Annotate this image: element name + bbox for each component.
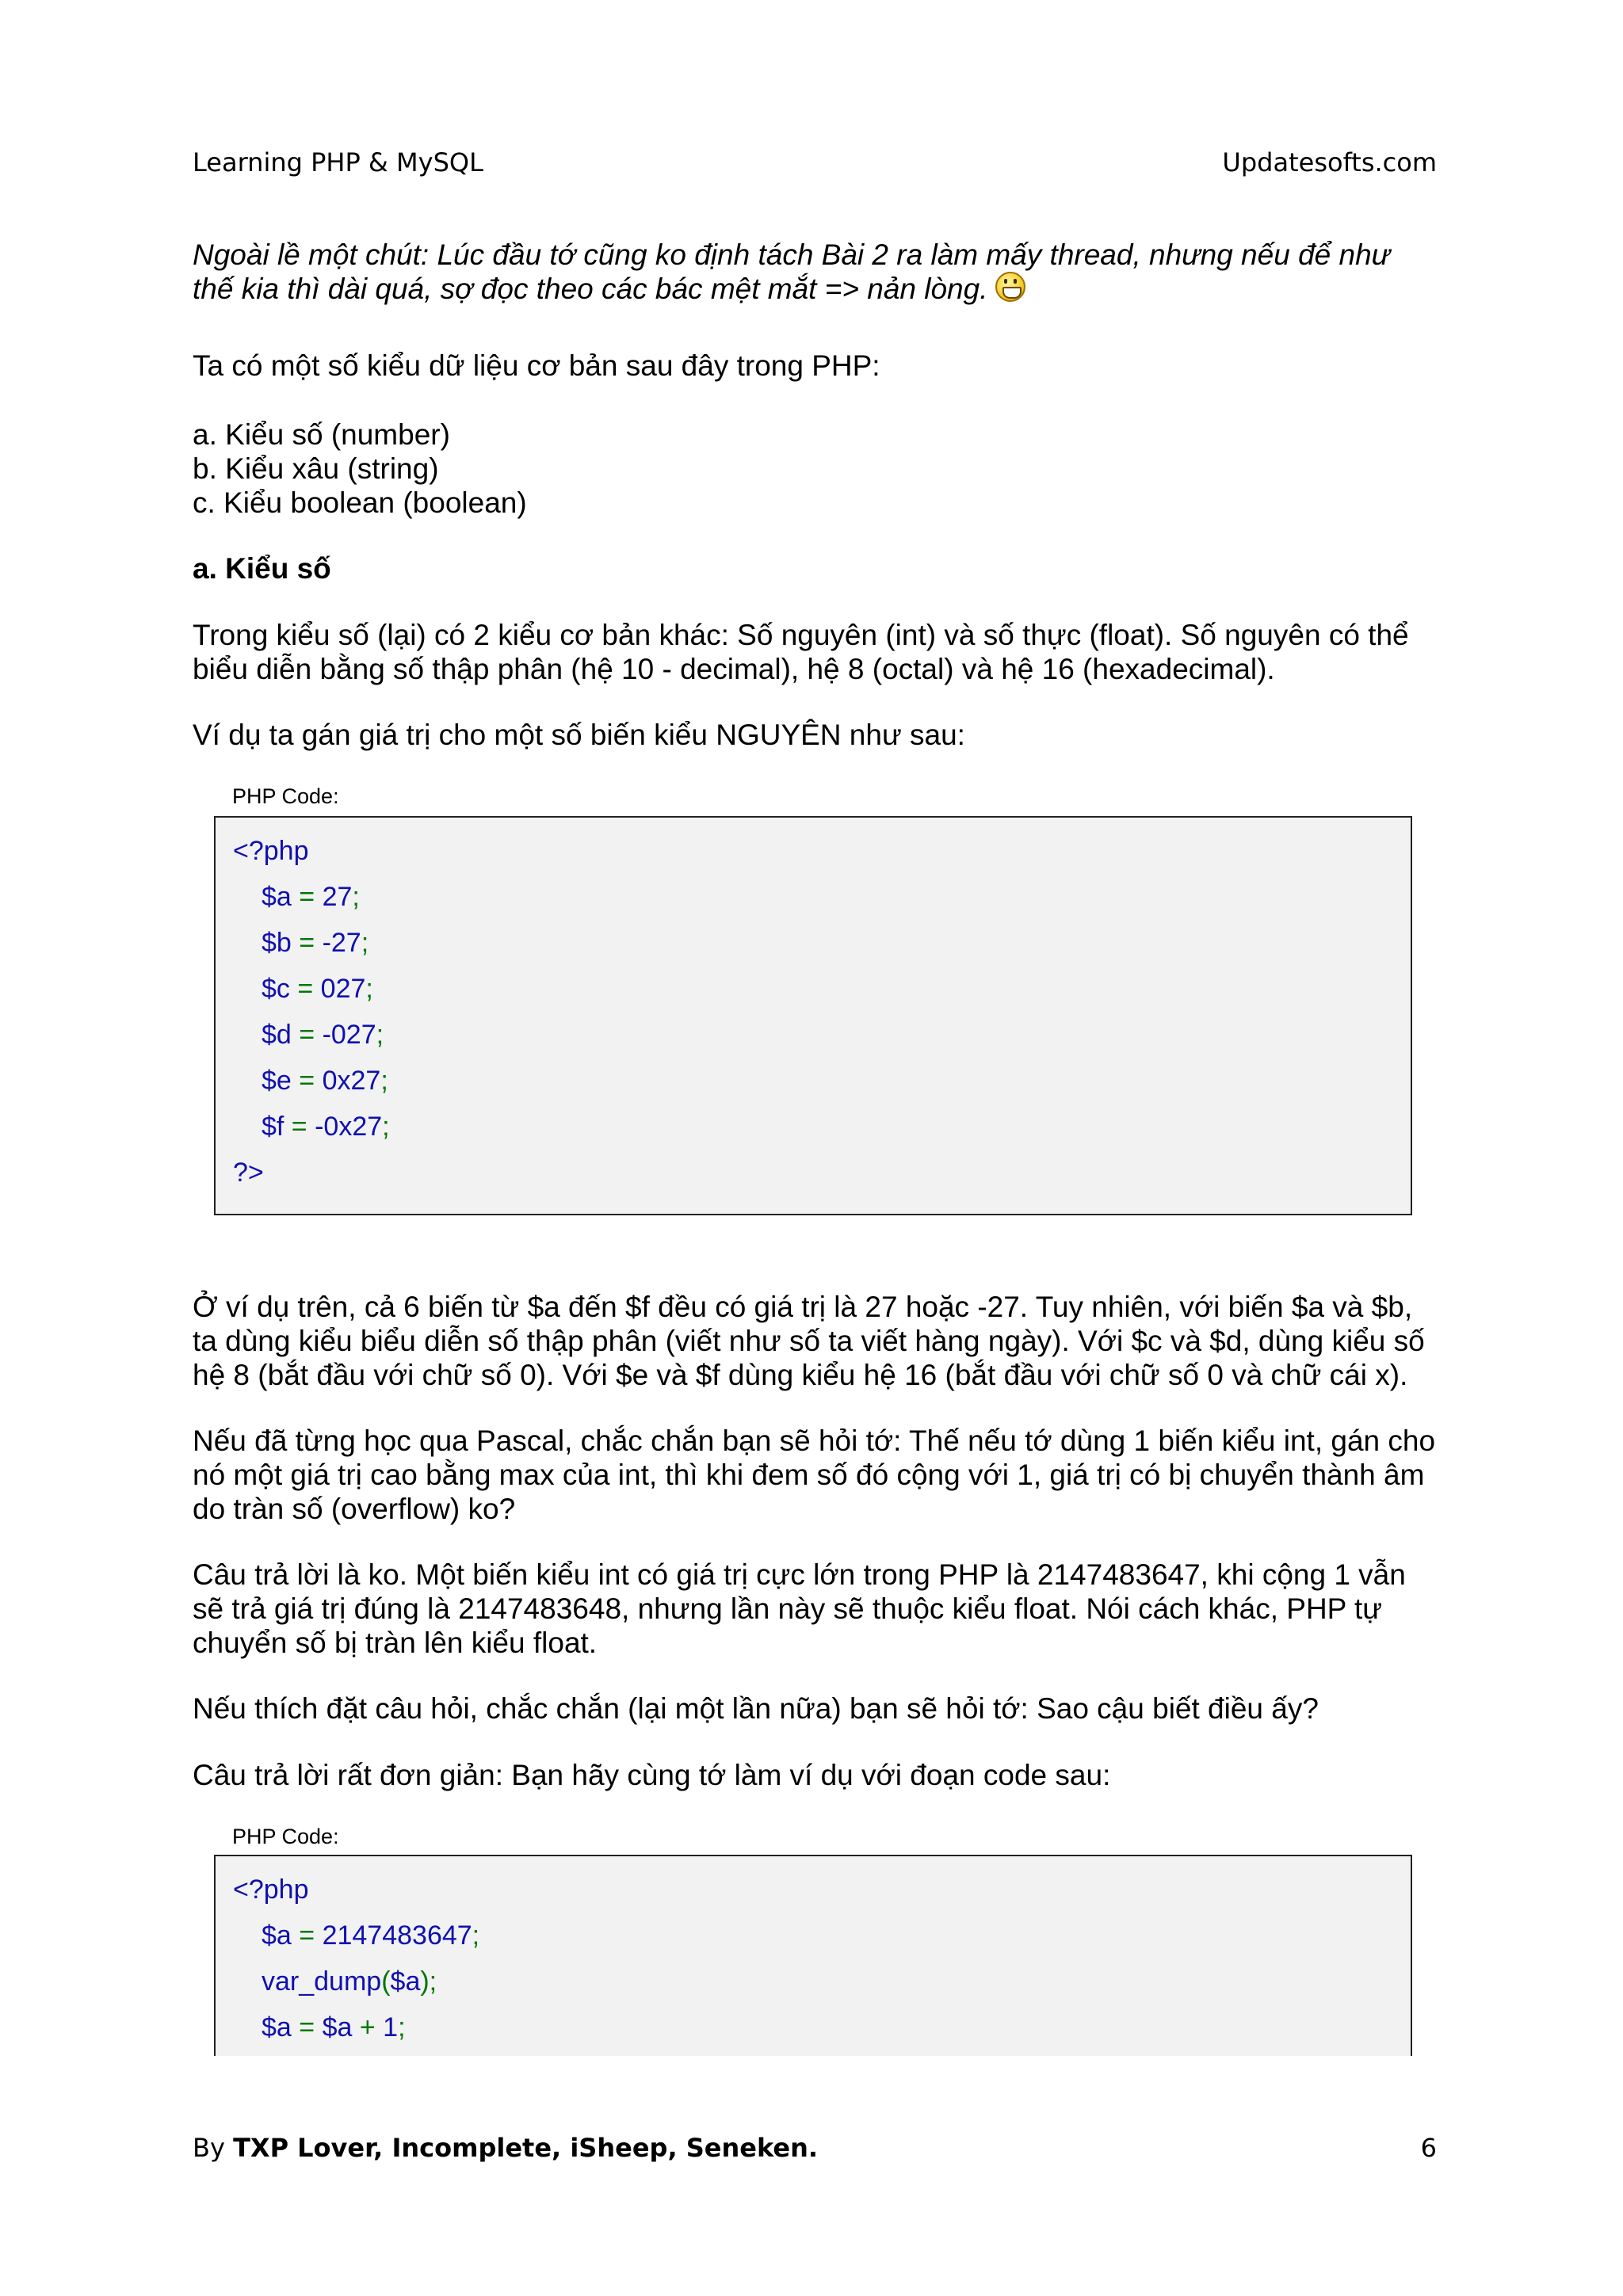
code-line: $a = $a + 1; — [262, 2012, 406, 2042]
code-line: var_dump($a); — [262, 1966, 437, 1997]
types-intro — [193, 349, 1437, 383]
paragraph-6: Nếu thích đặt câu hỏi, chắc chắn (lại một lần nữa) bạn sẽ hỏi tớ: Sao cậu biết điều ấy? — [193, 1692, 1319, 1725]
list-item: a. Kiểu số (number) — [193, 418, 450, 451]
code-caption-1: PHP Code: — [232, 784, 339, 808]
grin-emoji-icon — [995, 272, 1025, 302]
footer-authors: TXP Lover, Incomplete, iSheep, Seneken. — [233, 2133, 819, 2163]
footer-credits: By TXP Lover, Incomplete, iSheep, Seneken. — [193, 2133, 819, 2163]
code-block-1 — [214, 816, 1412, 1215]
page-footer — [193, 2133, 1437, 2163]
code-open-tag: <?php — [233, 1875, 309, 1905]
code-line: $e = 0x27; — [262, 1066, 388, 1096]
code-line: $d = -027; — [262, 1020, 384, 1050]
types-intro-text: Ta có một số kiểu dữ liệu cơ bản sau đây trong PHP: — [193, 349, 880, 382]
code-open-tag: <?php — [233, 836, 309, 866]
types-list — [193, 418, 1437, 520]
code-line: $a = 27; — [262, 882, 360, 912]
code-block-2 — [214, 1855, 1412, 2056]
header-site: Updatesofts.com — [1222, 147, 1437, 177]
code-caption-2: PHP Code: — [232, 1825, 339, 1848]
page-number: 6 — [1420, 2133, 1437, 2163]
code-line: $a = 2147483647; — [262, 1920, 480, 1951]
code-line: $b = -27; — [262, 928, 369, 958]
code-close-tag: ?> — [233, 1158, 264, 1188]
code-line: $f = -0x27; — [262, 1112, 390, 1142]
code-line: $c = 027; — [262, 974, 373, 1004]
header-title: Learning PHP & MySQL — [193, 147, 483, 177]
paragraph-2: Ví dụ ta gán giá trị cho một số biến kiểu NGUYÊN như sau: — [193, 719, 965, 751]
aside-text: Ngoài lề một chút: Lúc đầu tớ cũng ko định tách Bài 2 ra làm mấy thread, nhưng nếu để như thế kia thì dài quá, sợ đọc theo các bác mệt mắt => nản lòng. — [193, 238, 1391, 305]
aside-paragraph — [193, 238, 1437, 306]
paragraph-3: Ở ví dụ trên, cả 6 biến từ $a đến $f đều có giá trị là 27 hoặc -27. Tuy nhiên, với biến $a và $b, ta dùng kiểu biểu diễn số thập phân (viết như số ta viết hàng ngày). Với $c và $d, dùng kiểu số hệ 8 (bắt đầu với chữ số 0). Với $e và $f dùng kiểu hệ 16 (bắt đầu với chữ số 0 và chữ cái x). — [193, 1291, 1425, 1391]
section-heading: a. Kiểu số — [193, 552, 331, 585]
paragraph-7: Câu trả lời rất đơn giản: Bạn hãy cùng tớ làm ví dụ với đoạn code sau: — [193, 1759, 1111, 1791]
list-item: c. Kiểu boolean (boolean) — [193, 486, 527, 519]
list-item: b. Kiểu xâu (string) — [193, 452, 439, 485]
paragraph-5: Câu trả lời là ko. Một biến kiểu int có giá trị cực lớn trong PHP là 2147483647, khi cộng 1 vẫn sẽ trả giá trị đúng là 2147483648, nhưng lần này sẽ thuộc kiểu float. Nói cách khác, PHP tự chuyển số bị tràn lên kiểu float. — [193, 1558, 1406, 1659]
page-header — [193, 147, 1437, 177]
paragraph-1: Trong kiểu số (lại) có 2 kiểu cơ bản khác: Số nguyên (int) và số thực (float). Số nguyên có thể biểu diễn bằng số thập phân (hệ 10 - decimal), hệ 8 (octal) và hệ 16 (hexadecimal). — [193, 619, 1409, 685]
paragraph-4: Nếu đã từng học qua Pascal, chắc chắn bạn sẽ hỏi tớ: Thế nếu tớ dùng 1 biến kiểu int, gán cho nó một giá trị cao bằng max của int, thì khi đem số đó cộng với 1, giá trị có bị chuyển thành âm do tràn số (overflow) ko? — [193, 1425, 1436, 1525]
